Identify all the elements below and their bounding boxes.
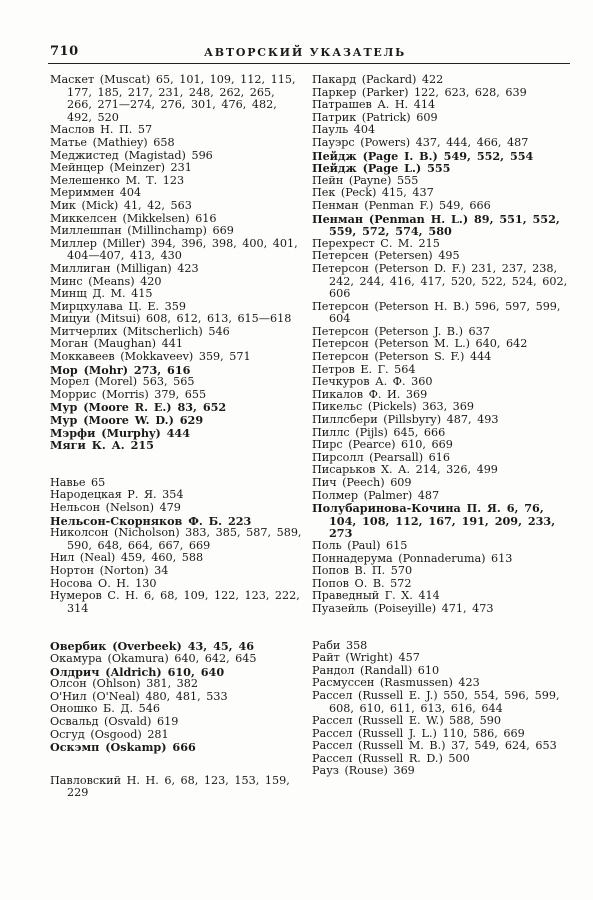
index-entry: Минщ Д. М. 415 <box>50 287 153 301</box>
index-entry: Осгуд (Osgood) 281 <box>50 727 169 741</box>
index-entry: Освальд (Osvald) 619 <box>50 714 179 728</box>
index-entry: Мейнцер (Meinzer) 231 <box>50 161 192 175</box>
index-entry: Мирцхулава Ц. Е. 359 <box>50 299 186 313</box>
index-entry: Нил (Neal) 459, 460, 588 <box>50 551 204 565</box>
index-entry: Меджистед (Magistad) 596 <box>50 148 213 162</box>
index-entry: Пиллсбери (Pillsbyry) 487, 493 <box>312 413 499 427</box>
index-entry: Рандол (Randall) 610 <box>312 663 440 677</box>
index-entry: Маскет (Muscat) 65, 101, 109, 112, 115, 177, 185, 217, 231, 248, 262, 265, 266, 271—274, 276, 301, 476, 482, 492, 520 <box>50 73 296 124</box>
index-entry: Мик (Mick) 41, 42, 563 <box>50 198 192 212</box>
index-entry: Пирс (Pearce) 610, 669 <box>312 438 453 452</box>
index-entry: Миллешпан (Millinchamp) 669 <box>50 224 234 238</box>
index-entry: Рассел (Russell J. L.) 110, 586, 669 <box>312 726 525 740</box>
index-entry: Нельсон (Nelson) 479 <box>50 501 181 514</box>
index-entry: Праведный Г. Х. 414 <box>312 589 440 603</box>
index-entry: Патрик (Patrick) 609 <box>312 110 438 124</box>
index-entry: Петерсон (Peterson H. B.) 596, 597, 599, 604 <box>312 299 561 326</box>
index-entry: Пенман (Penman H. L.) 89, 551, 552, 559, 572, 574, 580 <box>312 211 560 239</box>
index-entry: Рауз (Rouse) 369 <box>312 764 415 778</box>
index-entry: Пикельс (Pickels) 363, 369 <box>312 400 475 414</box>
index-entry: Пейн (Payne) 555 <box>312 173 419 187</box>
index-entry: Паркер (Parker) 122, 623, 628, 639 <box>312 85 527 99</box>
index-entry: Минс (Means) 420 <box>50 274 162 288</box>
index-entry: Рассел (Russell M. B.) 37, 549, 624, 653 <box>312 739 557 753</box>
index-entry: Народецкая Р. Я. 354 <box>50 488 184 502</box>
header-rule <box>48 63 570 64</box>
index-entry: Миккелсен (Mikkelsen) 616 <box>50 211 217 225</box>
index-entry: Оскэмп (Oskamp) 666 <box>50 740 196 755</box>
index-entry: Рассел (Russell R. D.) 500 <box>312 751 470 765</box>
index-entry: Овербик (Overbeek) 43, 45, 46 <box>50 639 255 654</box>
index-entry: Мэрфи (Murphy) 444 <box>50 425 191 440</box>
index-entry: Пиллс (Pijls) 645, 666 <box>312 425 446 439</box>
index-column-left <box>50 74 303 800</box>
index-entry: Пауль 404 <box>312 123 376 137</box>
index-entry: Пикалов Ф. И. 369 <box>312 387 428 401</box>
index-entry: Пенман (Penman F.) 549, 666 <box>312 198 491 212</box>
index-entry: Пауэрс (Powers) 437, 444, 466, 487 <box>312 135 529 149</box>
index-entry: Нельсон-Скорняков Ф. Б. 223 <box>50 513 252 528</box>
index-entry: Миллиган (Milligan) 423 <box>50 261 199 275</box>
index-entry: Митчерлих (Mitscherlich) 546 <box>50 324 230 338</box>
index-entry: Николсон (Nicholson) 383, 385, 587, 589, 590, 648, 664, 667, 669 <box>50 526 302 552</box>
index-entry: О'Нил (O'Neal) 480, 481, 533 <box>50 689 228 703</box>
index-entry: Поннадерума (Ponnaderuma) 613 <box>312 551 513 565</box>
index-entry: Мериммен 404 <box>50 186 142 200</box>
index-entry: Петерсон (Peterson D. F.) 231, 237, 238, 242, 244, 416, 417, 520, 522, 524, 602, 606 <box>312 261 568 301</box>
index-entry: Перехрест С. М. 215 <box>312 236 440 250</box>
index-entry: Пек (Peck) 415, 437 <box>312 186 434 200</box>
index-entry: Мор (Mohr) 273, 616 <box>50 362 191 377</box>
index-entry: Печкуров А. Ф. 360 <box>312 375 433 389</box>
index-entry: Мур (Moore R. E.) 83, 652 <box>50 400 227 415</box>
index-entry: Рассел (Russell E. J.) 550, 554, 596, 599, 608, 610, 611, 613, 616, 644 <box>312 688 560 715</box>
index-entry: Петерсон (Peterson M. L.) 640, 642 <box>312 337 528 351</box>
index-entry: Петров Е. Г. 564 <box>312 362 416 376</box>
index-entry: Пирсолл (Pearsall) 616 <box>312 450 451 464</box>
index-entry: Поль (Paul) 615 <box>312 538 408 552</box>
index-entry: Олдрич (Aldrich) 610, 640 <box>50 664 225 679</box>
index-entry: Раби 358 <box>312 638 368 652</box>
index-entry: Олсон (Ohlson) 381, 382 <box>50 677 199 691</box>
index-entry: Писарьков Х. А. 214, 326, 499 <box>312 463 498 477</box>
index-entry: Навье 65 <box>50 475 106 489</box>
index-entry: Матье (Mathiey) 658 <box>50 135 175 149</box>
index-entry: Мяги К. А. 215 <box>50 438 154 453</box>
index-entry: Пакард (Packard) 422 <box>312 73 444 86</box>
index-entry: Райт (Wright) 457 <box>312 651 420 665</box>
index-entry: Нумеров С. Н. 6, 68, 109, 122, 123, 222, 314 <box>50 589 300 615</box>
index-entry: Оношко Б. Д. 546 <box>50 702 160 716</box>
index-entry: Моррис (Morris) 379, 655 <box>50 387 207 401</box>
index-entry: Павловский Н. Н. 6, 68, 123, 153, 159, 229 <box>50 773 290 800</box>
index-entry: Моккавеев (Mokkaveev) 359, 571 <box>50 350 251 364</box>
index-entry: Петерсон (Peterson S. F.) 444 <box>312 350 492 364</box>
running-title: АВТОРСКИЙ УКАЗАТЕЛЬ <box>203 46 407 59</box>
index-entry: Мелешенко М. Т. 123 <box>50 173 185 187</box>
index-entry: Мицуи (Mitsui) 608, 612, 613, 615—618 <box>50 312 292 326</box>
index-entry: Попов В. П. 570 <box>312 564 413 578</box>
index-column-right <box>312 74 572 778</box>
index-entry: Петерсен (Petersen) 495 <box>312 249 460 263</box>
index-entry: Расмуссен (Rasmussen) 423 <box>312 676 480 690</box>
index-entry: Морел (Morel) 563, 565 <box>50 375 195 389</box>
index-entry: Попов О. В. 572 <box>312 576 412 590</box>
index-entry: Пуазейль (Poiseyille) 471, 473 <box>312 601 494 615</box>
index-entry: Миллер (Miller) 394, 396, 398, 400, 401, 404—407, 413, 430 <box>50 236 298 263</box>
index-entry: Пейдж (Page L.) 555 <box>312 161 451 176</box>
index-entry: Полмер (Palmer) 487 <box>312 488 440 502</box>
index-entry: Нортон (Norton) 34 <box>50 563 169 577</box>
index-entry: Полубаринова-Кочина П. Я. 6, 76, 104, 108, 112, 167, 191, 209, 233, 273 <box>312 501 556 541</box>
index-entry: Рассел (Russell E. W.) 588, 590 <box>312 714 501 728</box>
index-entry: Мур (Moore W. D.) 629 <box>50 413 204 428</box>
page-number: 710 <box>50 44 79 59</box>
index-entry: Пейдж (Page I. B.) 549, 552, 554 <box>312 148 534 163</box>
page-header <box>0 0 593 60</box>
index-entry: Носова О. Н. 130 <box>50 576 157 590</box>
index-entry: Окамура (Okamura) 640, 642, 645 <box>50 651 257 665</box>
index-entry: Патрашев А. Н. 414 <box>312 98 436 112</box>
index-entry: Пич (Peech) 609 <box>312 476 412 489</box>
index-entry: Петерсон (Peterson J. B.) 637 <box>312 324 490 338</box>
index-entry: Маслов Н. П. 57 <box>50 123 153 137</box>
index-entry: Моган (Maughan) 441 <box>50 337 183 351</box>
